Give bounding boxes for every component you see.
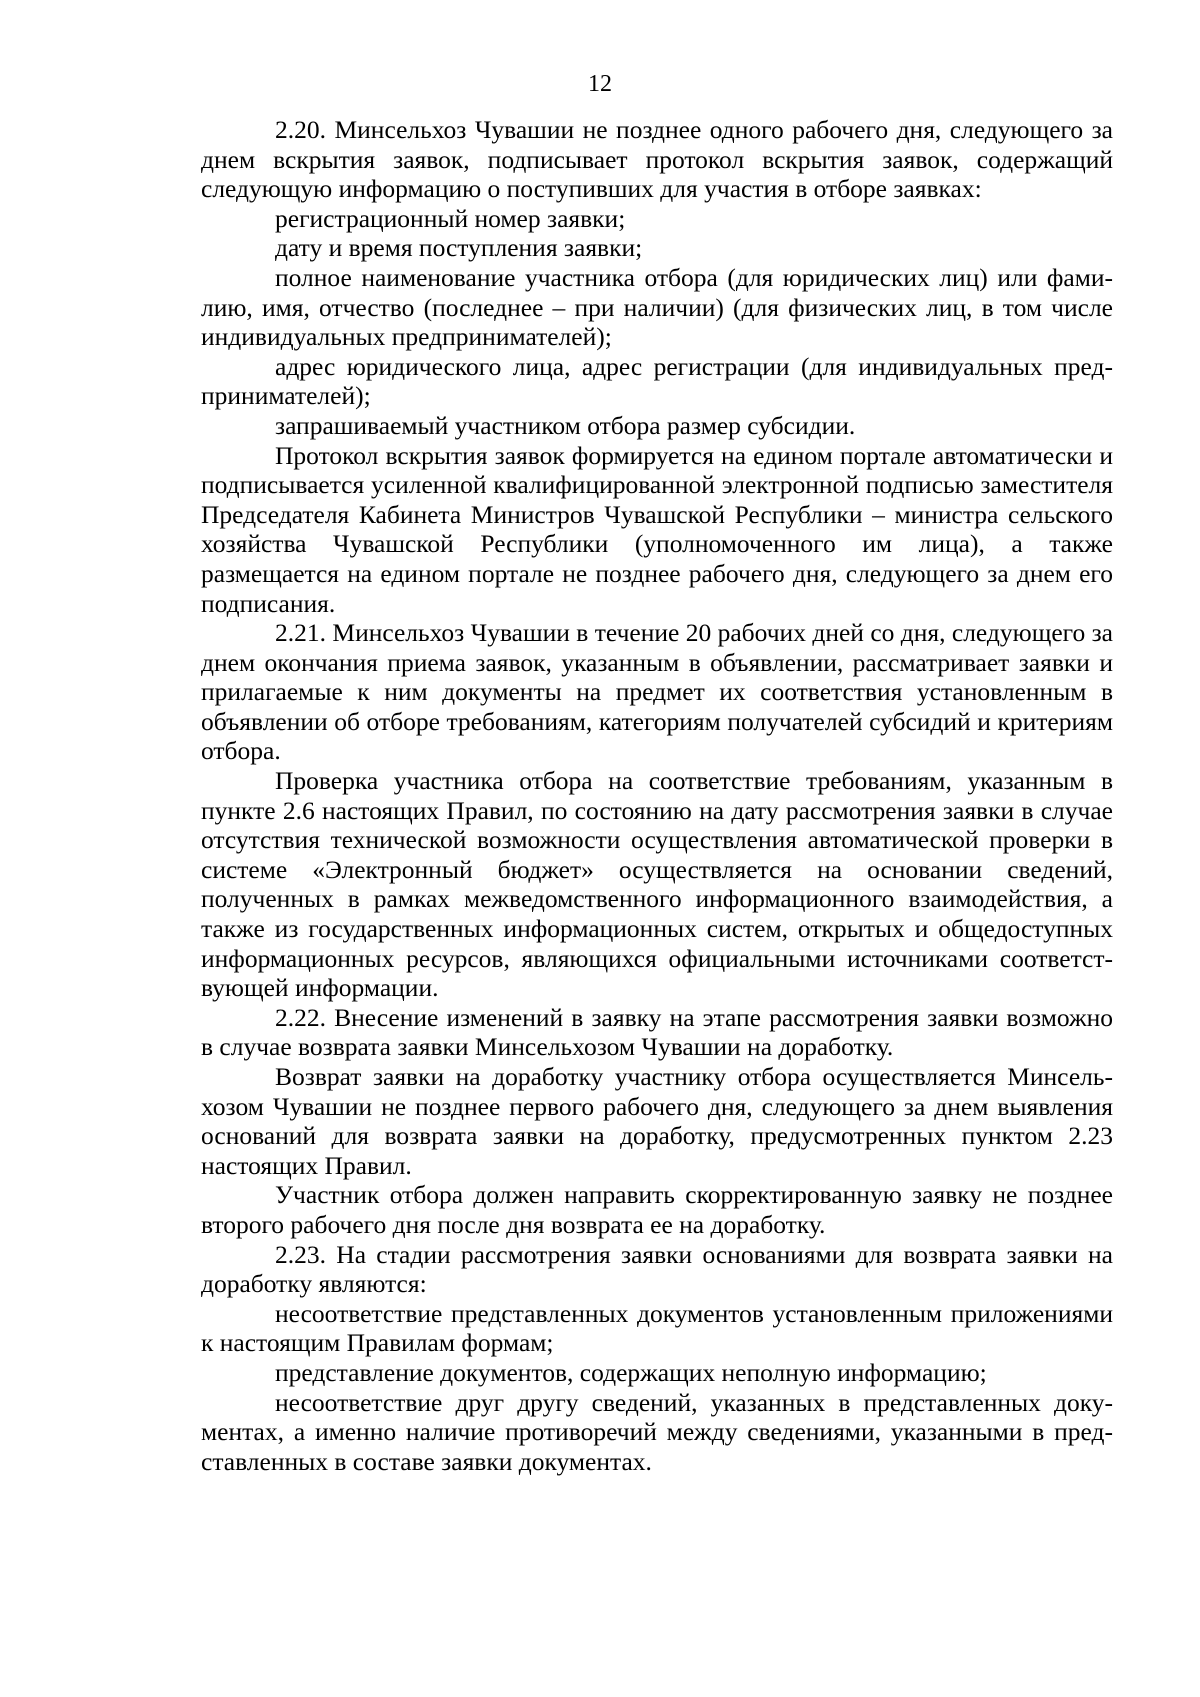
document-body: [201, 115, 1113, 1476]
paragraph-2-20: 2.20. Минсельхоз Чувашии не позднее одного рабочего дня, следующего за днем вскрытия заявок, подписывает протокол вскрытия заявок, содержащий следующую информацию о поступивших для участия в отборе заявках:: [201, 115, 1113, 204]
paragraph-verification: Проверка участника отбора на соответствие требованиям, указанным в пункте 2.6 настоящих Правил, по состоянию на дату рассмотрения заявки в случае отсутствия технической возможности осуществления автоматической проверки в системе «Электронный бюджет» осуществляется на основании сведений, полученных в рамках межведомственного информационного взаимодействия, а также из государственных информационных систем, открытых и общедоступных информационных ресурсов, являющихся официальными источниками соответствующей информации.: [201, 766, 1113, 1003]
list-item-date-time: дату и время поступления заявки;: [275, 233, 643, 263]
paragraph-resubmission: Участник отбора должен направить скорректированную заявку не позднее второго рабочего дня после дня возврата ее на доработку.: [201, 1180, 1113, 1239]
list-item-subsidy-amount: запрашиваемый участником отбора размер субсидии.: [275, 410, 856, 440]
paragraph-2-23: 2.23. На стадии рассмотрения заявки основаниями для возврата заявки на доработку являются:: [201, 1239, 1113, 1299]
list-item-address: адрес юридического лица, адрес регистрации (для индивидуальных предпринимателей);: [201, 351, 1113, 411]
paragraph-2-22: 2.22. Внесение изменений в заявку на этапе рассмотрения заявки возможно в случае возврата заявки Минсельхозом Чувашии на доработку.: [201, 1002, 1113, 1062]
paragraph-protocol: Протокол вскрытия заявок формируется на едином портале автоматически и подписывается усиленной квалифицированной электронной подписью заместителя Председателя Кабинета Министров Чувашской Республики – министра сельского хозяйства Чувашской Республики (уполномоченного им лица), а также размещается на едином портале не позднее рабочего дня, следующего за днем его подписания.: [201, 440, 1113, 618]
list-item-registration-number: регистрационный номер заявки;: [275, 203, 626, 233]
list-item-full-name: полное наименование участника отбора (для юридических лиц) или фамилию, имя, отчество (последнее – при наличии) (для физических лиц, в том числе индивидуальных предпринимателей);: [201, 262, 1113, 352]
paragraph-return: Возврат заявки на доработку участнику отбора осуществляется Минсельхозом Чувашии не позднее первого рабочего дня, следующего за днем выявления оснований для возврата заявки на доработку, предусмотренных пунктом 2.23 настоящих Правил.: [201, 1062, 1113, 1180]
list-item-incomplete-info: представление документов, содержащих неполную информацию;: [275, 1357, 987, 1387]
list-item-contradictions: несоответствие друг другу сведений, указанных в представленных документах, а именно наличие противоречий между сведениями, указанными в представленных в составе заявки документах.: [201, 1387, 1113, 1476]
list-item-form-mismatch: несоответствие представленных документов установленным приложениями к настоящим Правилам формам;: [201, 1298, 1113, 1358]
page-number: 12: [588, 71, 612, 97]
paragraph-2-21: 2.21. Минсельхоз Чувашии в течение 20 рабочих дней со дня, следующего за днем окончания приема заявок, указанным в объявлении, рассматривает заявки и прилагаемые к ним документы на предмет их соответствия установленным в объявлении об отборе требованиям, категориям получателей субсидий и критериям отбора.: [201, 618, 1113, 766]
